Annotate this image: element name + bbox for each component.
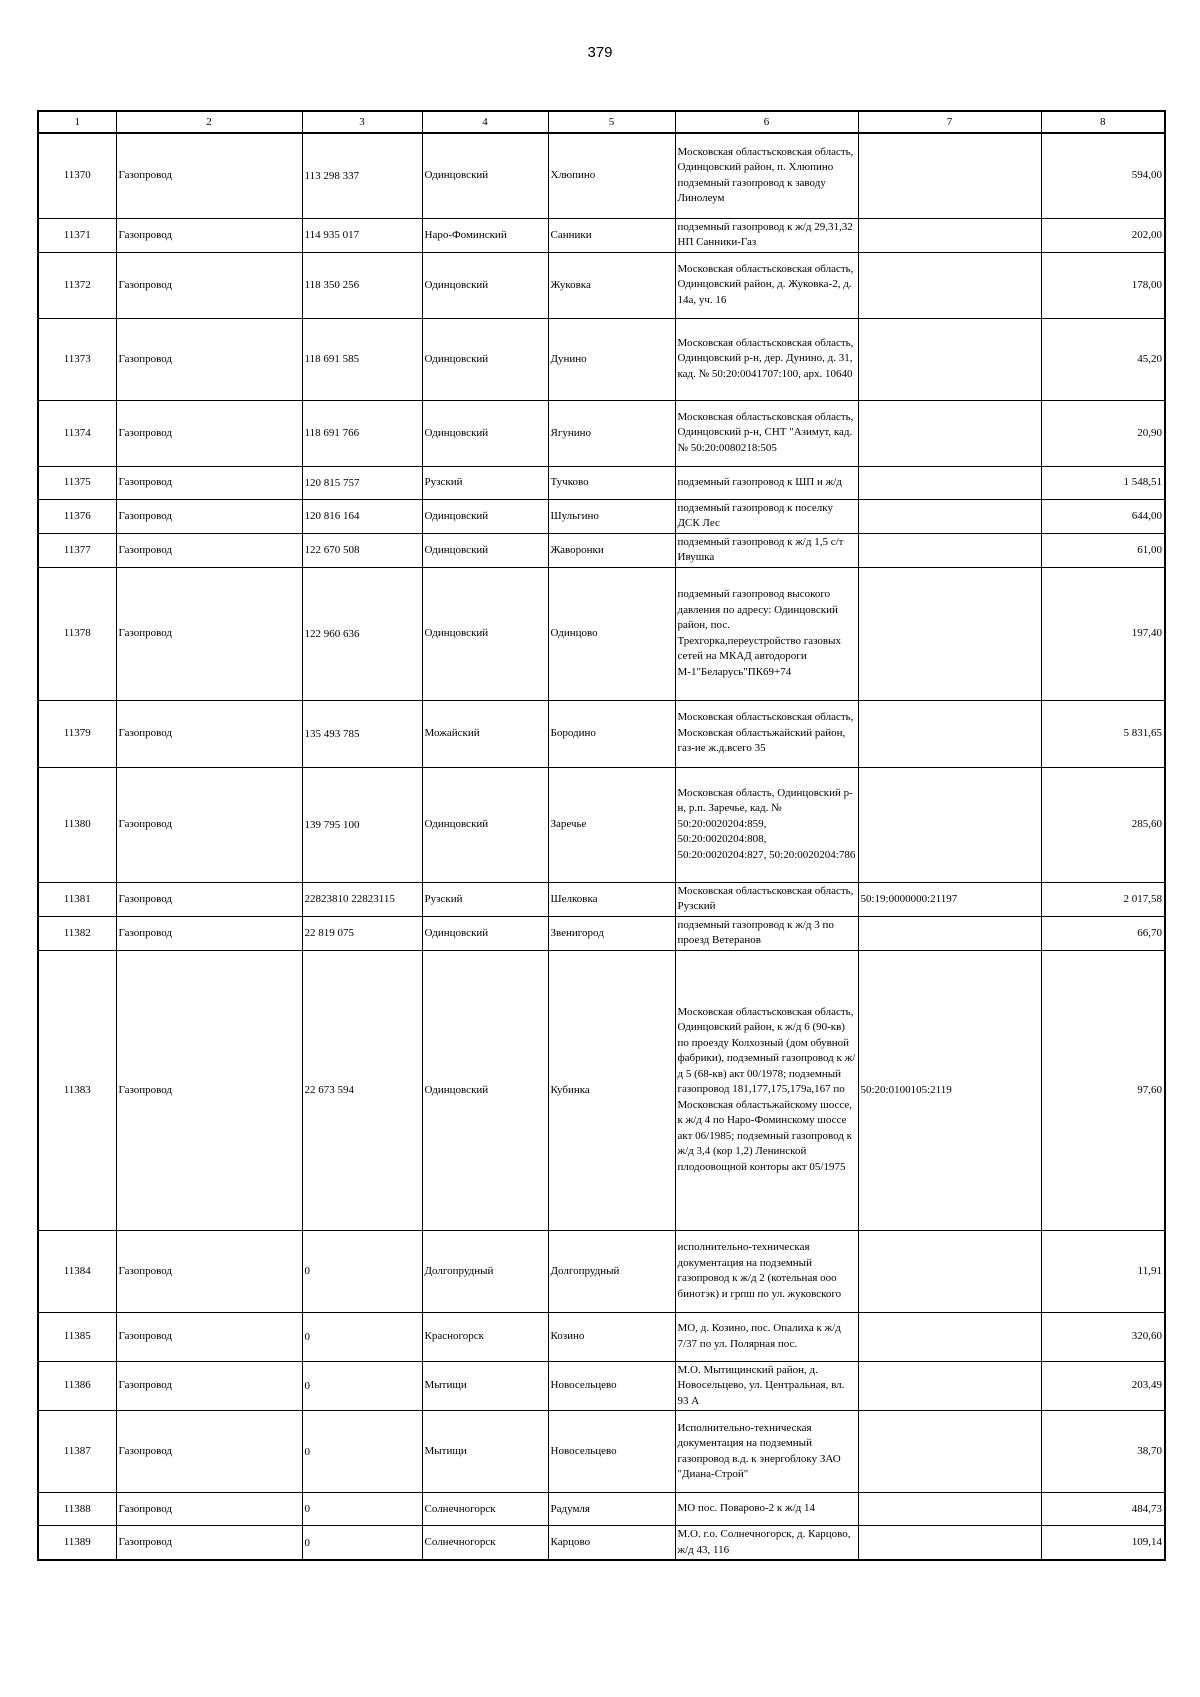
cell-row-number: 11389 — [38, 1526, 116, 1561]
cell-locality: Одинцово — [548, 567, 675, 700]
cell-object-id: 118 350 256 — [302, 252, 422, 318]
cell-object-id: 0 — [302, 1230, 422, 1312]
cell-object-id: 122 670 508 — [302, 533, 422, 567]
cell-object-type: Газопровод — [116, 1493, 302, 1526]
cell-object-id: 0 — [302, 1312, 422, 1361]
cell-object-id: 139 795 100 — [302, 767, 422, 882]
table-row — [38, 133, 1165, 218]
cell-object-id: 122 960 636 — [302, 567, 422, 700]
cell-cadastral-number — [858, 400, 1041, 466]
cell-row-number: 11371 — [38, 218, 116, 252]
cell-locality: Долгопрудный — [548, 1230, 675, 1312]
cell-object-id: 0 — [302, 1493, 422, 1526]
cell-description: М.О. Мытищинский район, д. Новосельцево, ул. Центральная, вл. 93 А — [675, 1361, 858, 1411]
cell-district: Можайский — [422, 700, 548, 767]
cell-length-value: 2 017,58 — [1041, 882, 1165, 916]
cell-district: Одинцовский — [422, 916, 548, 950]
cell-row-number: 11372 — [38, 252, 116, 318]
table-row — [38, 1312, 1165, 1361]
cell-length-value: 45,20 — [1041, 318, 1165, 400]
cell-length-value: 38,70 — [1041, 1411, 1165, 1493]
cell-row-number: 11375 — [38, 466, 116, 499]
cell-description: МО пос. Поварово-2 к ж/д 14 — [675, 1493, 858, 1526]
cell-length-value: 484,73 — [1041, 1493, 1165, 1526]
cell-district: Одинцовский — [422, 133, 548, 218]
table-row — [38, 218, 1165, 252]
cell-description: исполнительно-техническая документация на подземный газопровод к ж/д 2 (котельная ооо бинотэк) и грпш по ул. жуковского — [675, 1230, 858, 1312]
cell-object-type: Газопровод — [116, 767, 302, 882]
cell-cadastral-number — [858, 499, 1041, 533]
cell-row-number: 11380 — [38, 767, 116, 882]
cell-locality: Тучково — [548, 466, 675, 499]
cell-cadastral-number — [858, 1493, 1041, 1526]
cell-description: Московская областьсковская область, Одинцовский район, д. Жуковка-2, д. 14а, уч. 16 — [675, 252, 858, 318]
cell-object-id: 114 935 017 — [302, 218, 422, 252]
cell-length-value: 5 831,65 — [1041, 700, 1165, 767]
cell-district: Рузский — [422, 466, 548, 499]
table-row — [38, 533, 1165, 567]
table-row — [38, 950, 1165, 1230]
cell-object-type: Газопровод — [116, 567, 302, 700]
cell-object-id: 0 — [302, 1526, 422, 1561]
cell-locality: Кубинка — [548, 950, 675, 1230]
cell-object-id: 0 — [302, 1411, 422, 1493]
table-row — [38, 916, 1165, 950]
cell-description: подземный газопровод к ж/д 29,31,32 НП Санники-Газ — [675, 218, 858, 252]
cell-district: Рузский — [422, 882, 548, 916]
table-row — [38, 882, 1165, 916]
cell-district: Наро-Фоминский — [422, 218, 548, 252]
cell-object-type: Газопровод — [116, 218, 302, 252]
cell-locality: Шелковка — [548, 882, 675, 916]
cell-district: Одинцовский — [422, 767, 548, 882]
cell-object-type: Газопровод — [116, 1361, 302, 1411]
cell-object-type: Газопровод — [116, 950, 302, 1230]
table-row — [38, 318, 1165, 400]
cell-locality: Ягунино — [548, 400, 675, 466]
table-header-row — [38, 111, 1165, 133]
cell-length-value: 66,70 — [1041, 916, 1165, 950]
table-row — [38, 252, 1165, 318]
cell-row-number: 11376 — [38, 499, 116, 533]
cell-cadastral-number — [858, 700, 1041, 767]
cell-object-type: Газопровод — [116, 916, 302, 950]
cell-cadastral-number — [858, 533, 1041, 567]
table-row — [38, 767, 1165, 882]
cell-length-value: 1 548,51 — [1041, 466, 1165, 499]
cell-length-value: 97,60 — [1041, 950, 1165, 1230]
cell-cadastral-number — [858, 133, 1041, 218]
cell-description: подземный газопровод к поселку ДСК Лес — [675, 499, 858, 533]
cell-district: Одинцовский — [422, 950, 548, 1230]
cell-description: Московская областьсковская область, Одинцовский р-н, дер. Дунино, д. 31, кад. № 50:20:0041707:100, арх. 10640 — [675, 318, 858, 400]
cell-cadastral-number — [858, 1411, 1041, 1493]
table-row — [38, 1361, 1165, 1411]
cell-description: МО, д. Козино, пос. Опалиха к ж/д 7/37 по ул. Полярная пос. — [675, 1312, 858, 1361]
cell-district: Одинцовский — [422, 400, 548, 466]
cell-district: Одинцовский — [422, 318, 548, 400]
cell-length-value: 178,00 — [1041, 252, 1165, 318]
cell-length-value: 594,00 — [1041, 133, 1165, 218]
cell-description: подземный газопровод к ШП и ж/д — [675, 466, 858, 499]
cell-district: Мытищи — [422, 1361, 548, 1411]
table-row — [38, 1493, 1165, 1526]
cell-object-id: 22 673 594 — [302, 950, 422, 1230]
cell-row-number: 11370 — [38, 133, 116, 218]
cell-object-type: Газопровод — [116, 400, 302, 466]
cell-district: Одинцовский — [422, 533, 548, 567]
cell-length-value: 644,00 — [1041, 499, 1165, 533]
cell-locality: Санники — [548, 218, 675, 252]
cell-row-number: 11386 — [38, 1361, 116, 1411]
cell-row-number: 11381 — [38, 882, 116, 916]
table-row — [38, 1230, 1165, 1312]
column-header: 6 — [675, 111, 858, 133]
column-header: 3 — [302, 111, 422, 133]
cell-description: Исполнительно-техническая документация на подземный газопровод в.д. к энергоблоку ЗАО "Диана-Строй" — [675, 1411, 858, 1493]
cell-locality: Дунино — [548, 318, 675, 400]
cell-cadastral-number — [858, 318, 1041, 400]
cell-cadastral-number — [858, 567, 1041, 700]
cell-description: Московская областьсковская область, Одинцовский район, к ж/д 6 (90-кв) по проезду Колхозный (дом обувной фабрики), подземный газопровод к ж/д 5 (68-кв) акт 00/1978; подземный газопровод 181,177,175,179а,167 по Московская областьжайскому шоссе, к ж/д 4 по Наро-Фоминскому шоссе акт 06/1985; подземный газопровод к ж/д 3,4 (кор 1,2) Ленинской плодоовощной конторы акт 05/1975 — [675, 950, 858, 1230]
cell-object-id: 118 691 585 — [302, 318, 422, 400]
table-row — [38, 499, 1165, 533]
column-header: 8 — [1041, 111, 1165, 133]
cell-locality: Жаворонки — [548, 533, 675, 567]
table-row — [38, 400, 1165, 466]
cell-object-type: Газопровод — [116, 533, 302, 567]
cell-district: Долгопрудный — [422, 1230, 548, 1312]
column-header: 7 — [858, 111, 1041, 133]
cell-length-value: 202,00 — [1041, 218, 1165, 252]
cell-locality: Жуковка — [548, 252, 675, 318]
cell-cadastral-number: 50:19:0000000:21197 — [858, 882, 1041, 916]
cell-cadastral-number — [858, 466, 1041, 499]
cell-description: Московская областьсковская область, Рузский — [675, 882, 858, 916]
table-row — [38, 700, 1165, 767]
column-header: 2 — [116, 111, 302, 133]
cell-cadastral-number: 50:20:0100105:2119 — [858, 950, 1041, 1230]
column-header: 1 — [38, 111, 116, 133]
table-row — [38, 567, 1165, 700]
cell-object-id: 22823810 22823115 — [302, 882, 422, 916]
cell-object-id: 120 815 757 — [302, 466, 422, 499]
cell-cadastral-number — [858, 252, 1041, 318]
cell-row-number: 11379 — [38, 700, 116, 767]
cell-object-type: Газопровод — [116, 700, 302, 767]
table-row — [38, 466, 1165, 499]
gas-pipeline-table — [37, 110, 1166, 1561]
cell-object-type: Газопровод — [116, 133, 302, 218]
cell-description: подземный газопровод к ж/д 3 по проезд Ветеранов — [675, 916, 858, 950]
column-header: 4 — [422, 111, 548, 133]
cell-object-type: Газопровод — [116, 1312, 302, 1361]
cell-locality: Звенигород — [548, 916, 675, 950]
cell-length-value: 109,14 — [1041, 1526, 1165, 1561]
cell-locality: Заречье — [548, 767, 675, 882]
cell-object-id: 120 816 164 — [302, 499, 422, 533]
cell-cadastral-number — [858, 1312, 1041, 1361]
cell-object-type: Газопровод — [116, 1411, 302, 1493]
page-number: 379 — [587, 44, 613, 61]
cell-description: подземный газопровод к ж/д 1,5 с/т Ивушка — [675, 533, 858, 567]
cell-locality: Новосельцево — [548, 1411, 675, 1493]
cell-district: Мытищи — [422, 1411, 548, 1493]
cell-object-type: Газопровод — [116, 252, 302, 318]
cell-row-number: 11384 — [38, 1230, 116, 1312]
cell-description: Московская областьсковская область, Московская областьжайский район, газ-ие ж.д.всего 35 — [675, 700, 858, 767]
cell-object-id: 135 493 785 — [302, 700, 422, 767]
cell-length-value: 320,60 — [1041, 1312, 1165, 1361]
cell-row-number: 11373 — [38, 318, 116, 400]
cell-row-number: 11377 — [38, 533, 116, 567]
cell-locality: Шульгино — [548, 499, 675, 533]
cell-object-type: Газопровод — [116, 882, 302, 916]
cell-length-value: 285,60 — [1041, 767, 1165, 882]
table-row — [38, 1411, 1165, 1493]
cell-locality: Карцово — [548, 1526, 675, 1561]
cell-object-id: 22 819 075 — [302, 916, 422, 950]
cell-row-number: 11388 — [38, 1493, 116, 1526]
cell-length-value: 197,40 — [1041, 567, 1165, 700]
cell-cadastral-number — [858, 1230, 1041, 1312]
cell-length-value: 203,49 — [1041, 1361, 1165, 1411]
table-row — [38, 1526, 1165, 1561]
cell-description: Московская областьсковская область, Одинцовский р-н, СНТ "Азимут, кад. № 50:20:0080218:505 — [675, 400, 858, 466]
cell-district: Одинцовский — [422, 567, 548, 700]
cell-locality: Бородино — [548, 700, 675, 767]
cell-cadastral-number — [858, 1361, 1041, 1411]
cell-length-value: 11,91 — [1041, 1230, 1165, 1312]
cell-cadastral-number — [858, 916, 1041, 950]
cell-object-type: Газопровод — [116, 499, 302, 533]
cell-district: Одинцовский — [422, 252, 548, 318]
cell-row-number: 11378 — [38, 567, 116, 700]
cell-object-id: 0 — [302, 1361, 422, 1411]
cell-description: подземный газопровод высокого давления по адресу: Одинцовский район, пос. Трехгорка,переустройство газовых сетей на МКАД автодороги М-1"Беларусь"ПК69+74 — [675, 567, 858, 700]
cell-description: Московская областьсковская область, Одинцовский район, п. Хлюпино подземный газопровод к заводу Линолеум — [675, 133, 858, 218]
column-header: 5 — [548, 111, 675, 133]
cell-description: М.О. г.о. Солнечногорск, д. Карцово, ж/д 43, 116 — [675, 1526, 858, 1561]
cell-length-value: 20,90 — [1041, 400, 1165, 466]
cell-length-value: 61,00 — [1041, 533, 1165, 567]
cell-locality: Новосельцево — [548, 1361, 675, 1411]
cell-object-id: 113 298 337 — [302, 133, 422, 218]
cell-object-id: 118 691 766 — [302, 400, 422, 466]
cell-district: Солнечногорск — [422, 1526, 548, 1561]
cell-locality: Радумля — [548, 1493, 675, 1526]
cell-row-number: 11387 — [38, 1411, 116, 1493]
cell-cadastral-number — [858, 767, 1041, 882]
cell-row-number: 11374 — [38, 400, 116, 466]
cell-row-number: 11382 — [38, 916, 116, 950]
cell-locality: Хлюпино — [548, 133, 675, 218]
cell-district: Солнечногорск — [422, 1493, 548, 1526]
cell-cadastral-number — [858, 1526, 1041, 1561]
cell-row-number: 11383 — [38, 950, 116, 1230]
cell-object-type: Газопровод — [116, 318, 302, 400]
cell-object-type: Газопровод — [116, 1526, 302, 1561]
cell-locality: Козино — [548, 1312, 675, 1361]
cell-row-number: 11385 — [38, 1312, 116, 1361]
cell-cadastral-number — [858, 218, 1041, 252]
cell-district: Красногорск — [422, 1312, 548, 1361]
cell-district: Одинцовский — [422, 499, 548, 533]
cell-object-type: Газопровод — [116, 466, 302, 499]
cell-description: Московская область, Одинцовский р-н, р.п. Заречье, кад. № 50:20:0020204:859, 50:20:0020204:808, 50:20:0020204:827, 50:20:0020204:786 — [675, 767, 858, 882]
cell-object-type: Газопровод — [116, 1230, 302, 1312]
